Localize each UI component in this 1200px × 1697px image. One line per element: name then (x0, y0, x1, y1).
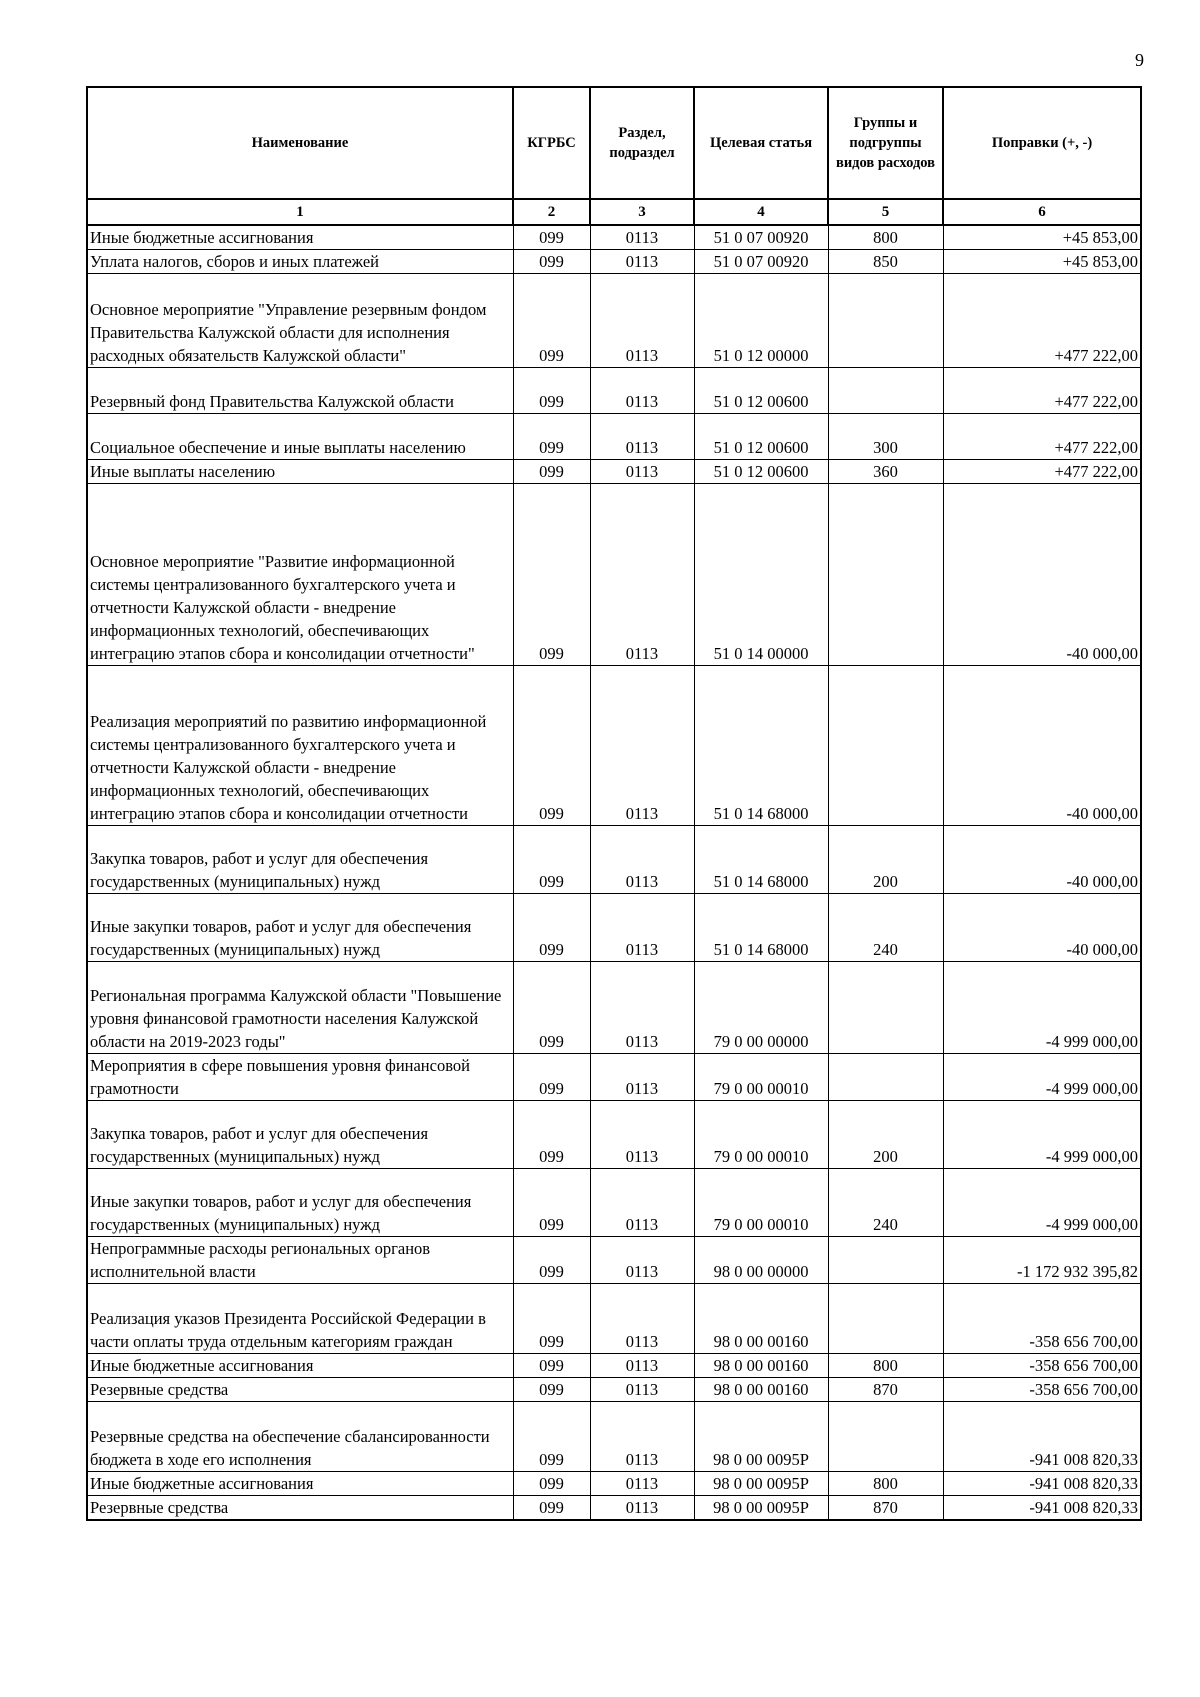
row-amendment: +477 222,00 (943, 368, 1141, 414)
row-section: 0113 (590, 274, 694, 368)
row-name: Резервные средства (87, 1496, 513, 1521)
row-name: Реализация мероприятий по развитию информационной системы централизованного бухгалтерского учета и отчетности Калужской области - внедрение информационных технологий, обеспечивающих интеграцию этапов сбора и консолидации отчетности (87, 666, 513, 826)
row-name: Основное мероприятие "Управление резервным фондом Правительства Калужской области для исполнения расходных обязательств Калужской области" (87, 274, 513, 368)
row-expense-group: 200 (828, 826, 943, 894)
table-row (87, 1237, 1141, 1284)
row-name: Иные бюджетные ассигнования (87, 1472, 513, 1496)
row-amendment: -40 000,00 (943, 894, 1141, 962)
row-name: Уплата налогов, сборов и иных платежей (87, 250, 513, 274)
row-section: 0113 (590, 414, 694, 460)
row-kgrbs: 099 (513, 1284, 590, 1354)
row-amendment: -4 999 000,00 (943, 1054, 1141, 1101)
row-name: Иные закупки товаров, работ и услуг для обеспечения государственных (муниципальных) нужд (87, 894, 513, 962)
table-row (87, 484, 1141, 666)
row-target: 51 0 12 00600 (694, 460, 828, 484)
row-expense-group (828, 1284, 943, 1354)
row-kgrbs: 099 (513, 1496, 590, 1521)
column-number: 3 (590, 199, 694, 225)
row-section: 0113 (590, 1354, 694, 1378)
column-number: 1 (87, 199, 513, 225)
table-row (87, 1169, 1141, 1237)
header-section: Раздел, подраздел (590, 87, 694, 199)
row-target: 51 0 12 00600 (694, 414, 828, 460)
row-section: 0113 (590, 1284, 694, 1354)
row-expense-group: 800 (828, 1472, 943, 1496)
row-section: 0113 (590, 225, 694, 250)
row-section: 0113 (590, 1378, 694, 1402)
row-name: Иные закупки товаров, работ и услуг для обеспечения государственных (муниципальных) нужд (87, 1169, 513, 1237)
table-header-row (87, 87, 1141, 199)
row-expense-group (828, 274, 943, 368)
row-target: 51 0 12 00600 (694, 368, 828, 414)
table-row (87, 460, 1141, 484)
row-name: Резервные средства (87, 1378, 513, 1402)
row-amendment: -40 000,00 (943, 826, 1141, 894)
header-target: Целевая статья (694, 87, 828, 199)
row-target: 79 0 00 00010 (694, 1101, 828, 1169)
row-kgrbs: 099 (513, 666, 590, 826)
header-kgrbs: КГРБС (513, 87, 590, 199)
row-target: 79 0 00 00000 (694, 962, 828, 1054)
row-name: Иные бюджетные ассигнования (87, 225, 513, 250)
row-expense-group: 300 (828, 414, 943, 460)
row-amendment: -40 000,00 (943, 666, 1141, 826)
row-target: 98 0 00 00000 (694, 1237, 828, 1284)
row-kgrbs: 099 (513, 962, 590, 1054)
row-expense-group (828, 368, 943, 414)
row-target: 98 0 00 00160 (694, 1354, 828, 1378)
row-target: 79 0 00 00010 (694, 1054, 828, 1101)
column-number: 4 (694, 199, 828, 225)
row-amendment: -941 008 820,33 (943, 1472, 1141, 1496)
row-amendment: -941 008 820,33 (943, 1402, 1141, 1472)
row-kgrbs: 099 (513, 1354, 590, 1378)
row-expense-group (828, 666, 943, 826)
row-expense-group (828, 1237, 943, 1284)
row-kgrbs: 099 (513, 1472, 590, 1496)
row-target: 51 0 07 00920 (694, 225, 828, 250)
row-section: 0113 (590, 1496, 694, 1521)
row-section: 0113 (590, 666, 694, 826)
table-row (87, 962, 1141, 1054)
row-kgrbs: 099 (513, 1237, 590, 1284)
table-row (87, 225, 1141, 250)
row-amendment: -4 999 000,00 (943, 962, 1141, 1054)
row-expense-group (828, 962, 943, 1054)
table-row (87, 1054, 1141, 1101)
row-amendment: +477 222,00 (943, 460, 1141, 484)
row-expense-group (828, 1054, 943, 1101)
column-number: 2 (513, 199, 590, 225)
row-amendment: +477 222,00 (943, 274, 1141, 368)
row-expense-group: 800 (828, 225, 943, 250)
table-row (87, 1101, 1141, 1169)
budget-amendments-table (86, 86, 1142, 1521)
row-kgrbs: 099 (513, 1101, 590, 1169)
row-kgrbs: 099 (513, 894, 590, 962)
row-amendment: -358 656 700,00 (943, 1354, 1141, 1378)
row-target: 98 0 00 00160 (694, 1284, 828, 1354)
row-name: Иные выплаты населению (87, 460, 513, 484)
row-kgrbs: 099 (513, 414, 590, 460)
row-target: 51 0 14 68000 (694, 826, 828, 894)
row-expense-group: 870 (828, 1496, 943, 1521)
table-row (87, 1378, 1141, 1402)
table-row (87, 894, 1141, 962)
row-expense-group: 360 (828, 460, 943, 484)
row-name: Мероприятия в сфере повышения уровня финансовой грамотности (87, 1054, 513, 1101)
row-target: 51 0 07 00920 (694, 250, 828, 274)
row-expense-group: 240 (828, 894, 943, 962)
row-section: 0113 (590, 894, 694, 962)
row-amendment: -4 999 000,00 (943, 1101, 1141, 1169)
table-row (87, 666, 1141, 826)
header-amendments: Поправки (+, -) (943, 87, 1141, 199)
row-kgrbs: 099 (513, 826, 590, 894)
row-target: 98 0 00 00160 (694, 1378, 828, 1402)
row-target: 98 0 00 0095Р (694, 1472, 828, 1496)
row-target: 98 0 00 0095Р (694, 1402, 828, 1472)
table-row (87, 1284, 1141, 1354)
row-expense-group: 800 (828, 1354, 943, 1378)
row-target: 51 0 14 68000 (694, 666, 828, 826)
row-amendment: -40 000,00 (943, 484, 1141, 666)
row-target: 51 0 12 00000 (694, 274, 828, 368)
row-kgrbs: 099 (513, 1054, 590, 1101)
row-name: Непрограммные расходы региональных органов исполнительной власти (87, 1237, 513, 1284)
table-row (87, 250, 1141, 274)
row-amendment: +477 222,00 (943, 414, 1141, 460)
table-row (87, 274, 1141, 368)
column-number: 6 (943, 199, 1141, 225)
row-kgrbs: 099 (513, 460, 590, 484)
row-kgrbs: 099 (513, 368, 590, 414)
row-name: Закупка товаров, работ и услуг для обеспечения государственных (муниципальных) нужд (87, 826, 513, 894)
row-amendment: +45 853,00 (943, 250, 1141, 274)
row-name: Иные бюджетные ассигнования (87, 1354, 513, 1378)
row-section: 0113 (590, 826, 694, 894)
row-section: 0113 (590, 1237, 694, 1284)
row-section: 0113 (590, 484, 694, 666)
row-kgrbs: 099 (513, 1378, 590, 1402)
column-numbers-row (87, 199, 1141, 225)
row-expense-group: 200 (828, 1101, 943, 1169)
row-name: Резервный фонд Правительства Калужской области (87, 368, 513, 414)
row-kgrbs: 099 (513, 274, 590, 368)
table-row (87, 826, 1141, 894)
row-target: 51 0 14 68000 (694, 894, 828, 962)
header-name: Наименование (87, 87, 513, 199)
table-body (87, 225, 1141, 1520)
row-kgrbs: 099 (513, 1402, 590, 1472)
row-name: Социальное обеспечение и иные выплаты населению (87, 414, 513, 460)
row-name: Основное мероприятие "Развитие информационной системы централизованного бухгалтерского учета и отчетности Калужской области - внедрение информационных технологий, обеспечивающих интеграцию этапов сбора и консолидации отчетности" (87, 484, 513, 666)
row-expense-group: 870 (828, 1378, 943, 1402)
row-amendment: -4 999 000,00 (943, 1169, 1141, 1237)
table-row (87, 414, 1141, 460)
page-number: 9 (1135, 50, 1144, 70)
row-expense-group: 240 (828, 1169, 943, 1237)
row-section: 0113 (590, 1472, 694, 1496)
row-section: 0113 (590, 962, 694, 1054)
row-section: 0113 (590, 250, 694, 274)
table-row (87, 1496, 1141, 1521)
row-section: 0113 (590, 1054, 694, 1101)
row-expense-group (828, 1402, 943, 1472)
row-kgrbs: 099 (513, 225, 590, 250)
table-row (87, 1402, 1141, 1472)
row-target: 79 0 00 00010 (694, 1169, 828, 1237)
table-row (87, 1472, 1141, 1496)
row-target: 98 0 00 0095Р (694, 1496, 828, 1521)
row-section: 0113 (590, 368, 694, 414)
row-amendment: -941 008 820,33 (943, 1496, 1141, 1521)
row-amendment: -358 656 700,00 (943, 1284, 1141, 1354)
table-row (87, 368, 1141, 414)
header-groups: Группы и подгруппы видов расходов (828, 87, 943, 199)
row-amendment: +45 853,00 (943, 225, 1141, 250)
row-kgrbs: 099 (513, 484, 590, 666)
row-amendment: -358 656 700,00 (943, 1378, 1141, 1402)
row-section: 0113 (590, 1169, 694, 1237)
row-section: 0113 (590, 1101, 694, 1169)
row-amendment: -1 172 932 395,82 (943, 1237, 1141, 1284)
row-expense-group (828, 484, 943, 666)
row-section: 0113 (590, 460, 694, 484)
column-number: 5 (828, 199, 943, 225)
row-name: Резервные средства на обеспечение сбалансированности бюджета в ходе его исполнения (87, 1402, 513, 1472)
row-name: Закупка товаров, работ и услуг для обеспечения государственных (муниципальных) нужд (87, 1101, 513, 1169)
row-target: 51 0 14 00000 (694, 484, 828, 666)
row-section: 0113 (590, 1402, 694, 1472)
row-kgrbs: 099 (513, 1169, 590, 1237)
row-expense-group: 850 (828, 250, 943, 274)
row-name: Реализация указов Президента Российской Федерации в части оплаты труда отдельным категориям граждан (87, 1284, 513, 1354)
row-kgrbs: 099 (513, 250, 590, 274)
table-row (87, 1354, 1141, 1378)
row-name: Региональная программа Калужской области "Повышение уровня финансовой грамотности населения Калужской области на 2019-2023 годы" (87, 962, 513, 1054)
